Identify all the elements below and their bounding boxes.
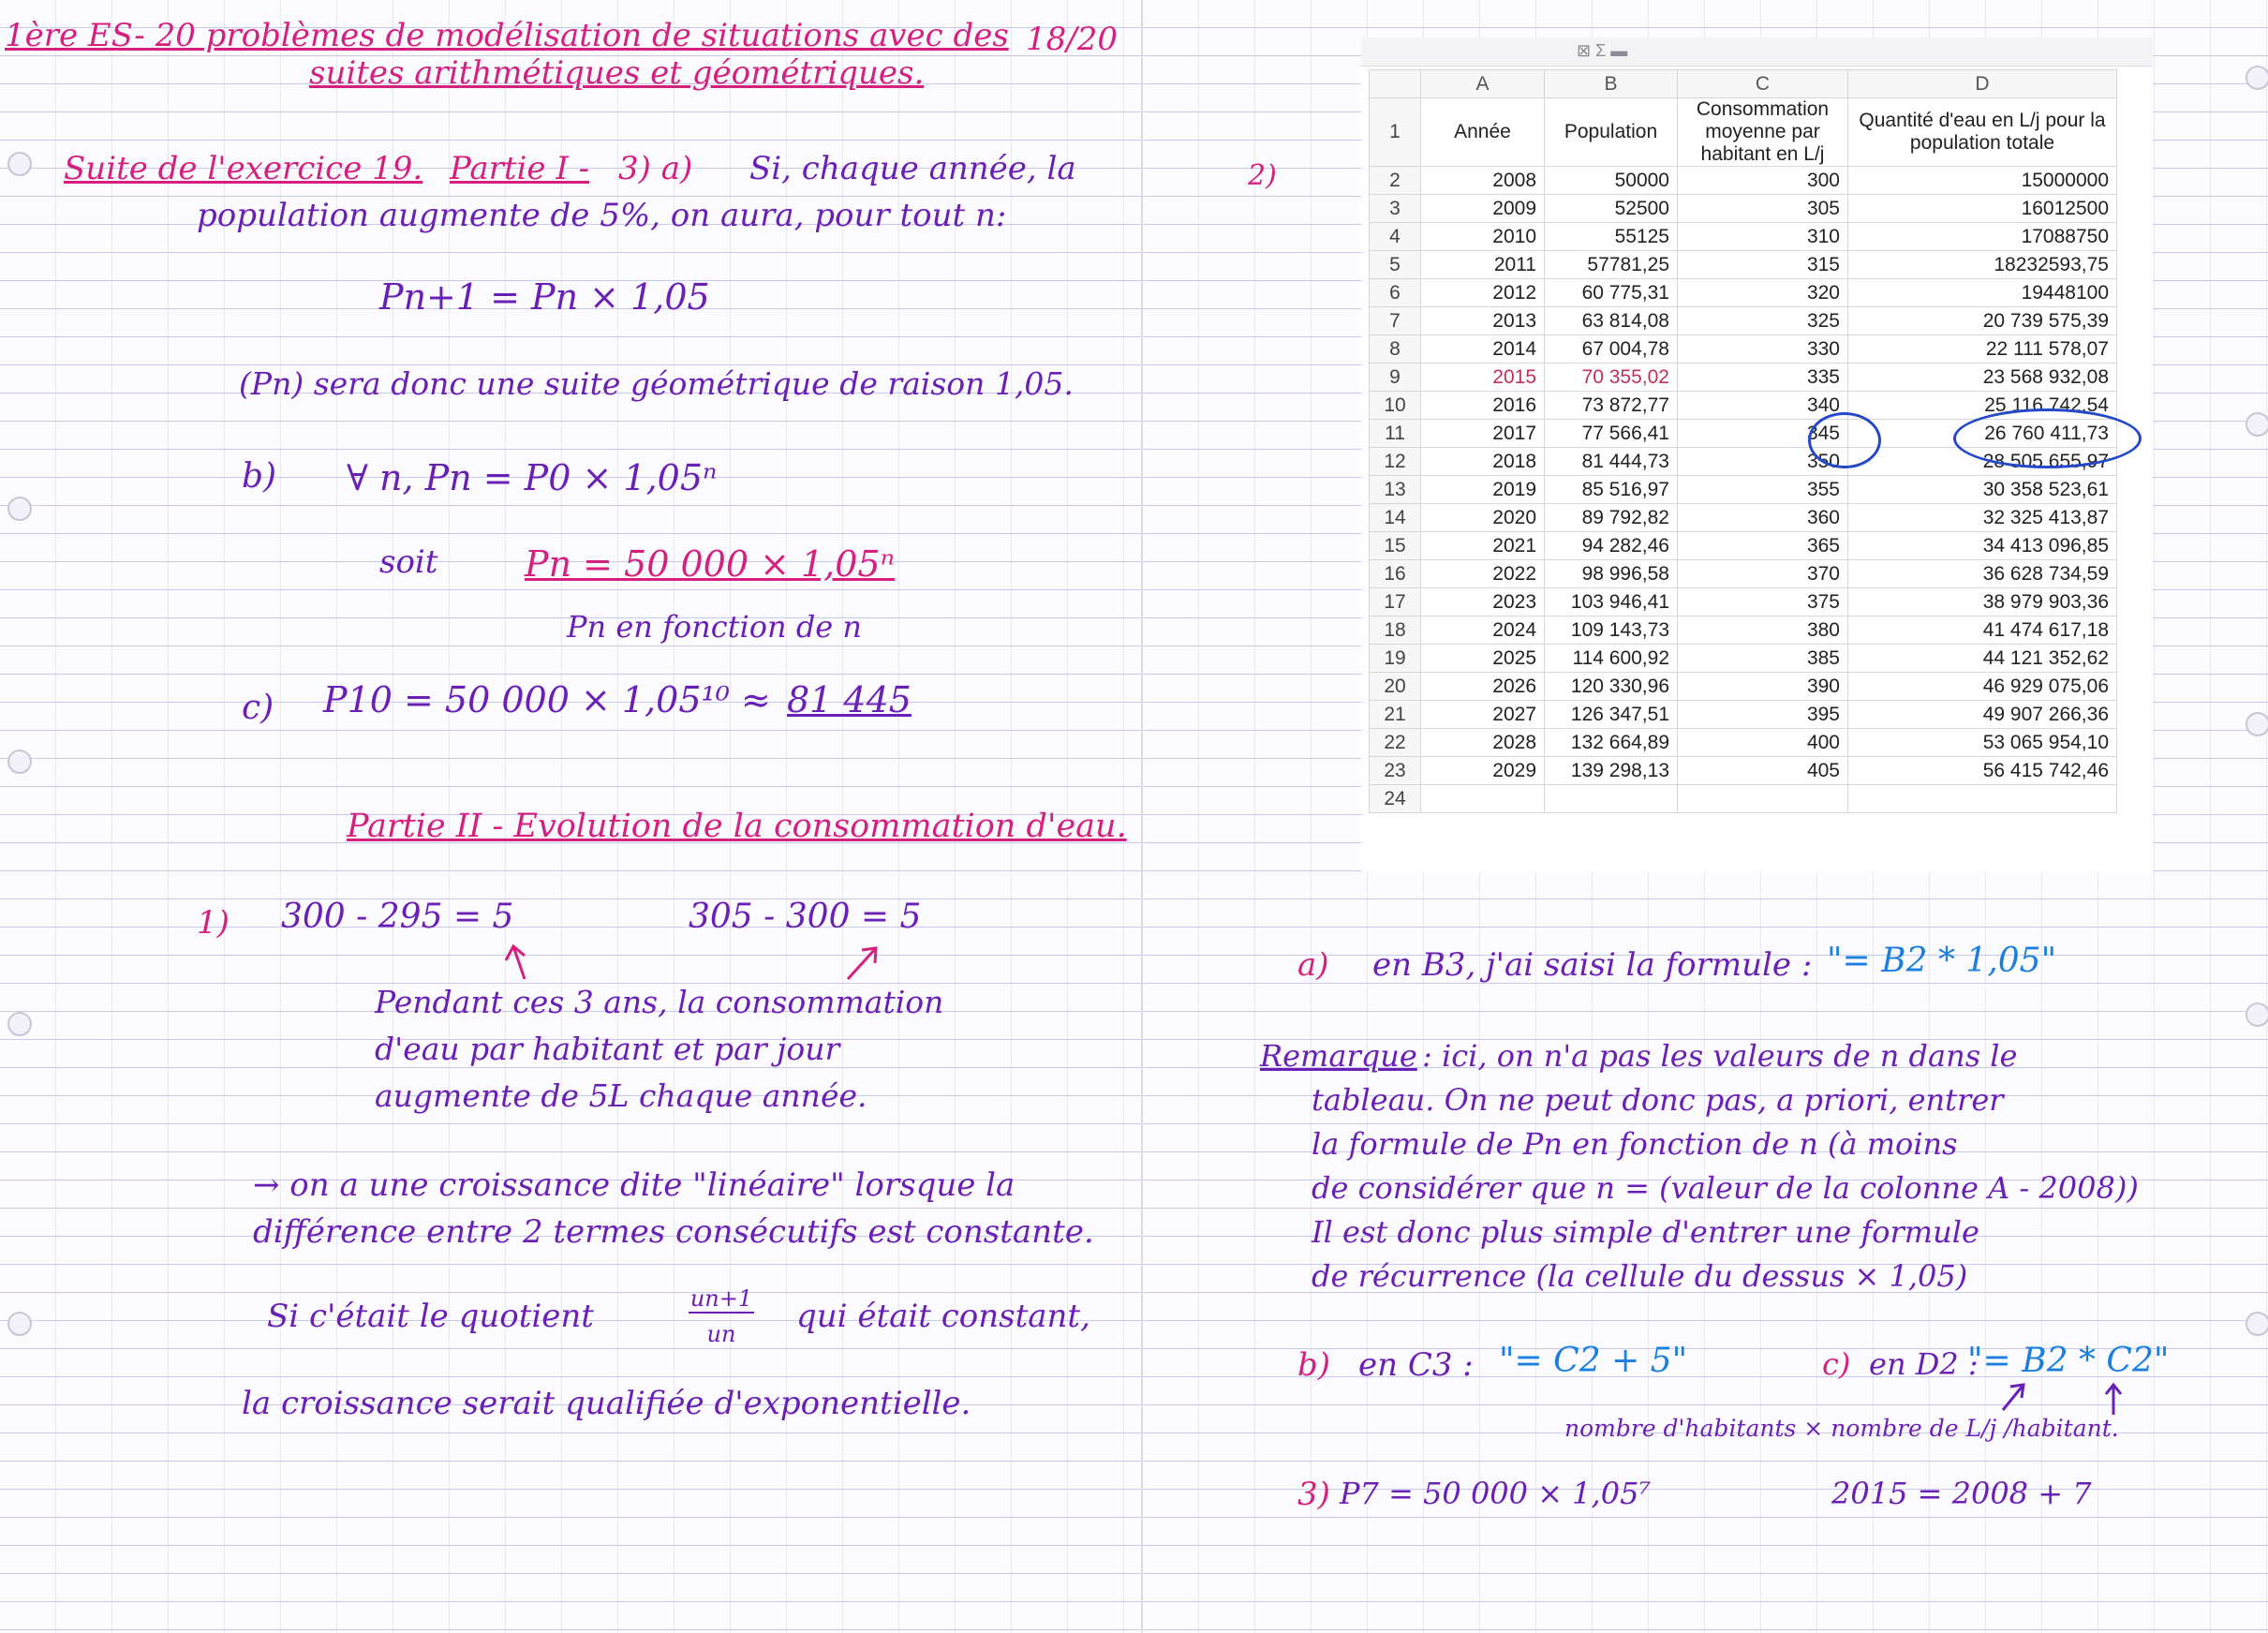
row-number: 9 xyxy=(1370,364,1421,392)
cell-population: 70 355,02 xyxy=(1545,364,1678,392)
cell-quantite: 16012500 xyxy=(1848,195,2117,223)
cell-quantite: 19448100 xyxy=(1848,279,2117,307)
cell-consommation: 350 xyxy=(1678,448,1848,476)
table-row xyxy=(1370,785,2117,813)
column-header-a: A xyxy=(1421,70,1545,98)
corner-cell xyxy=(1370,70,1421,98)
cell-annee: 2017 xyxy=(1421,420,1545,448)
linear-def1: → on a une croissance dite "linéaire" lorsque la xyxy=(253,1166,1015,1204)
cell-consommation: 400 xyxy=(1678,729,1848,757)
cell-quantite: 49 907 266,36 xyxy=(1848,701,2117,729)
a-text: en B3, j'ai saisi la formule : xyxy=(1372,946,1813,984)
remark-line5: Il est donc plus simple d'entrer une formule xyxy=(1312,1214,1979,1250)
row-number: 19 xyxy=(1370,645,1421,673)
row-number: 3 xyxy=(1370,195,1421,223)
cell-population: 81 444,73 xyxy=(1545,448,1678,476)
row-number: 22 xyxy=(1370,729,1421,757)
linear-def2: différence entre 2 termes consécutifs est constante. xyxy=(253,1213,1094,1251)
q3-note: 2015 = 2008 + 7 xyxy=(1831,1476,2092,1511)
table-row xyxy=(1370,364,2117,392)
cell-quantite: 30 358 523,61 xyxy=(1848,476,2117,504)
a-formula: "= B2 * 1,05" xyxy=(1827,942,2057,980)
table-row xyxy=(1370,476,2117,504)
b-formula-explicit: Pn = 50 000 × 1,05ⁿ xyxy=(525,543,896,585)
table-row xyxy=(1370,307,2117,335)
cell-consommation: 390 xyxy=(1678,673,1848,701)
cell-quantite: 25 116 742,54 xyxy=(1848,392,2117,420)
cell-annee: 2019 xyxy=(1421,476,1545,504)
remark-line4: de considérer que n = (valeur de la colonne A - 2008)) xyxy=(1312,1170,2139,1206)
exp-def1: Si c'était le quotient xyxy=(267,1298,594,1335)
cell-annee: 2029 xyxy=(1421,757,1545,785)
c-label-right: c) xyxy=(1822,1346,1851,1382)
cell-quantite: 20 739 575,39 xyxy=(1848,307,2117,335)
cell-annee: 2009 xyxy=(1421,195,1545,223)
cell-annee: 2028 xyxy=(1421,729,1545,757)
cell-annee: 2008 xyxy=(1421,167,1545,195)
cell-consommation: 325 xyxy=(1678,307,1848,335)
a-label: a) xyxy=(1297,946,1329,984)
table-row xyxy=(1370,504,2117,532)
column-header-c: C xyxy=(1678,70,1848,98)
cell-quantite: 32 325 413,87 xyxy=(1848,504,2117,532)
cell-quantite: 38 979 903,36 xyxy=(1848,588,2117,616)
circle-annotation-d9 xyxy=(1953,408,2142,468)
table-row xyxy=(1370,645,2117,673)
c-caption: nombre d'habitants × nombre de L/j /habitant. xyxy=(1564,1415,2119,1442)
cell-annee: 2026 xyxy=(1421,673,1545,701)
row-number: 13 xyxy=(1370,476,1421,504)
q1-label: 1) xyxy=(197,904,230,942)
exp-def2: la croissance serait qualifiée d'exponentielle. xyxy=(242,1385,971,1422)
page-title-line1: 1ère ES- 20 problèmes de modélisation de situations avec des xyxy=(5,17,1009,54)
cell-quantite: 15000000 xyxy=(1848,167,2117,195)
cell-annee: 2022 xyxy=(1421,560,1545,588)
header-population: Population xyxy=(1545,98,1678,167)
table-row xyxy=(1370,251,2117,279)
row-number: 11 xyxy=(1370,420,1421,448)
table-row xyxy=(1370,701,2117,729)
c-formula-right: "= B2 * C2" xyxy=(1967,1342,2170,1380)
cell-population: 77 566,41 xyxy=(1545,420,1678,448)
cell-quantite: 17088750 xyxy=(1848,223,2117,251)
cell-population: 139 298,13 xyxy=(1545,757,1678,785)
row-number: 16 xyxy=(1370,560,1421,588)
cell-consommation: 370 xyxy=(1678,560,1848,588)
remark-line2: tableau. On ne peut donc pas, a priori, entrer xyxy=(1312,1082,2004,1118)
cell-quantite: 28 505 655,97 xyxy=(1848,448,2117,476)
table-row xyxy=(1370,223,2117,251)
b-text: en C3 : xyxy=(1358,1346,1474,1384)
cell-annee xyxy=(1421,785,1545,813)
remark-line6: de récurrence (la cellule du dessus × 1,05) xyxy=(1312,1258,1968,1294)
cell-quantite: 46 929 075,06 xyxy=(1848,673,2117,701)
c-formula: P10 = 50 000 × 1,05¹⁰ ≈ xyxy=(323,679,771,720)
column-header-b: B xyxy=(1545,70,1678,98)
q1-text3: augmente de 5L chaque année. xyxy=(375,1077,867,1114)
cell-consommation xyxy=(1678,785,1848,813)
cell-consommation: 380 xyxy=(1678,616,1848,645)
remark-line1: : ici, on n'a pas les valeurs de n dans le xyxy=(1422,1038,2018,1074)
cell-annee: 2018 xyxy=(1421,448,1545,476)
cell-quantite: 22 111 578,07 xyxy=(1848,335,2117,364)
q3-label: 3) xyxy=(1297,1476,1330,1513)
header-quantite: Quantité d'eau en L/j pour la population totale xyxy=(1848,98,2117,167)
cell-annee: 2011 xyxy=(1421,251,1545,279)
cell-population: 73 872,77 xyxy=(1545,392,1678,420)
cell-quantite: 44 121 352,62 xyxy=(1848,645,2117,673)
cell-consommation: 395 xyxy=(1678,701,1848,729)
cell-population: 60 775,31 xyxy=(1545,279,1678,307)
exp-frac-num: un+1 xyxy=(689,1285,753,1312)
cell-consommation: 335 xyxy=(1678,364,1848,392)
table-row xyxy=(1370,167,2117,195)
row-number: 12 xyxy=(1370,448,1421,476)
cell-consommation: 310 xyxy=(1678,223,1848,251)
cell-consommation: 385 xyxy=(1678,645,1848,673)
cell-consommation: 320 xyxy=(1678,279,1848,307)
cell-consommation: 300 xyxy=(1678,167,1848,195)
cell-consommation: 365 xyxy=(1678,532,1848,560)
table-row xyxy=(1370,757,2117,785)
exp-frac-den: un xyxy=(706,1321,736,1347)
cell-population: 55125 xyxy=(1545,223,1678,251)
row-number: 2 xyxy=(1370,167,1421,195)
cell-consommation: 315 xyxy=(1678,251,1848,279)
row-number: 17 xyxy=(1370,588,1421,616)
cell-annee: 2021 xyxy=(1421,532,1545,560)
formula-recurrence: Pn+1 = Pn × 1,05 xyxy=(379,276,710,318)
table-row xyxy=(1370,279,2117,307)
b-formula: ∀ n, Pn = P0 × 1,05ⁿ xyxy=(347,457,718,498)
cell-population: 114 600,92 xyxy=(1545,645,1678,673)
cell-quantite xyxy=(1848,785,2117,813)
table-row xyxy=(1370,532,2117,560)
cell-consommation: 345 xyxy=(1678,420,1848,448)
cell-population: 94 282,46 xyxy=(1545,532,1678,560)
cell-annee: 2023 xyxy=(1421,588,1545,616)
cell-population: 120 330,96 xyxy=(1545,673,1678,701)
cell-annee: 2015 xyxy=(1421,364,1545,392)
cell-annee: 2012 xyxy=(1421,279,1545,307)
cell-annee: 2020 xyxy=(1421,504,1545,532)
cell-population: 85 516,97 xyxy=(1545,476,1678,504)
cell-consommation: 340 xyxy=(1678,392,1848,420)
cell-population: 50000 xyxy=(1545,167,1678,195)
row-number: 10 xyxy=(1370,392,1421,420)
row-number: 24 xyxy=(1370,785,1421,813)
cell-quantite: 53 065 954,10 xyxy=(1848,729,2117,757)
row-number: 7 xyxy=(1370,307,1421,335)
cell-population: 63 814,08 xyxy=(1545,307,1678,335)
cell-quantite: 34 413 096,85 xyxy=(1848,532,2117,560)
page-title-line2: suites arithmétiques et géométriques. xyxy=(309,54,925,92)
row-number: 18 xyxy=(1370,616,1421,645)
cell-quantite: 26 760 411,73 xyxy=(1848,420,2117,448)
header-row xyxy=(1370,98,2117,167)
q3-formula: P7 = 50 000 × 1,05⁷ xyxy=(1340,1476,1652,1511)
q1-calc2: 305 - 300 = 5 xyxy=(689,898,922,936)
table-row xyxy=(1370,673,2117,701)
cell-population xyxy=(1545,785,1678,813)
cell-annee: 2014 xyxy=(1421,335,1545,364)
q1-text2: d'eau par habitant et par jour xyxy=(375,1031,840,1067)
cell-annee: 2016 xyxy=(1421,392,1545,420)
row-number: 5 xyxy=(1370,251,1421,279)
table-row xyxy=(1370,729,2117,757)
soit: soit xyxy=(379,543,438,581)
spreadsheet-toolbar xyxy=(1361,37,2153,67)
q3a-label: 3) a) xyxy=(618,150,693,187)
exp-def1b: qui était constant, xyxy=(796,1298,1090,1335)
header-consommation: Consommation moyenne par habitant en L/j xyxy=(1678,98,1848,167)
cell-consommation: 355 xyxy=(1678,476,1848,504)
cell-population: 67 004,78 xyxy=(1545,335,1678,364)
q1-text1: Pendant ces 3 ans, la consommation xyxy=(375,984,944,1020)
cell-population: 132 664,89 xyxy=(1545,729,1678,757)
row-number: 4 xyxy=(1370,223,1421,251)
cell-consommation: 405 xyxy=(1678,757,1848,785)
cell-population: 89 792,82 xyxy=(1545,504,1678,532)
toolbar-icons: ⊠ Σ ▬ xyxy=(1577,41,1628,60)
cell-population: 57781,25 xyxy=(1545,251,1678,279)
remark-line3: la formule de Pn en fonction de n (à moins xyxy=(1312,1126,1958,1162)
cell-consommation: 330 xyxy=(1678,335,1848,364)
b-formula-right: "= C2 + 5" xyxy=(1499,1342,1688,1380)
cell-population: 52500 xyxy=(1545,195,1678,223)
cell-annee: 2025 xyxy=(1421,645,1545,673)
row-number: 14 xyxy=(1370,504,1421,532)
b-label: b) xyxy=(242,457,277,496)
row-number: 23 xyxy=(1370,757,1421,785)
row-number: 8 xyxy=(1370,335,1421,364)
table-row xyxy=(1370,616,2117,645)
cell-annee: 2024 xyxy=(1421,616,1545,645)
cell-consommation: 305 xyxy=(1678,195,1848,223)
header-annee: Année xyxy=(1421,98,1545,167)
cell-consommation: 360 xyxy=(1678,504,1848,532)
column-header-d: D xyxy=(1848,70,2117,98)
q3a-text: Si, chaque année, la xyxy=(749,150,1076,187)
row-number: 1 xyxy=(1370,98,1421,167)
conclusion-geometric: (Pn) sera donc une suite géométrique de raison 1,05. xyxy=(239,365,1074,402)
cell-population: 98 996,58 xyxy=(1545,560,1678,588)
cell-quantite: 41 474 617,18 xyxy=(1848,616,2117,645)
partie1-heading: Partie I - xyxy=(450,150,590,187)
cell-quantite: 36 628 734,59 xyxy=(1848,560,2117,588)
cell-quantite: 23 568 932,08 xyxy=(1848,364,2117,392)
c-text: en D2 : xyxy=(1869,1346,1979,1382)
c-label: c) xyxy=(242,689,274,727)
remark-heading: Remarque xyxy=(1260,1038,1417,1074)
q2-label: 2) xyxy=(1248,159,1277,192)
c-result: 81 445 xyxy=(787,679,912,720)
cell-population: 109 143,73 xyxy=(1545,616,1678,645)
cell-annee: 2027 xyxy=(1421,701,1545,729)
row-number: 6 xyxy=(1370,279,1421,307)
grade: 18/20 xyxy=(1026,21,1118,58)
partie2-heading: Partie II - Evolution de la consommation d'eau. xyxy=(347,808,1127,845)
cell-quantite: 18232593,75 xyxy=(1848,251,2117,279)
cell-population: 103 946,41 xyxy=(1545,588,1678,616)
row-number: 20 xyxy=(1370,673,1421,701)
q1-calc1: 300 - 295 = 5 xyxy=(281,898,514,936)
cell-consommation: 375 xyxy=(1678,588,1848,616)
table-row xyxy=(1370,195,2117,223)
q3a-text2: population augmente de 5%, on aura, pour tout n: xyxy=(197,197,1007,234)
circle-annotation-c9 xyxy=(1808,412,1881,468)
table-row xyxy=(1370,588,2117,616)
b-label-right: b) xyxy=(1297,1346,1331,1384)
row-number: 15 xyxy=(1370,532,1421,560)
cell-annee: 2010 xyxy=(1421,223,1545,251)
cell-annee: 2013 xyxy=(1421,307,1545,335)
table-row xyxy=(1370,560,2117,588)
b-caption: Pn en fonction de n xyxy=(567,609,863,645)
cell-quantite: 56 415 742,46 xyxy=(1848,757,2117,785)
cell-population: 126 347,51 xyxy=(1545,701,1678,729)
table-row xyxy=(1370,335,2117,364)
row-number: 21 xyxy=(1370,701,1421,729)
exercise-header: Suite de l'exercice 19. xyxy=(64,150,423,187)
